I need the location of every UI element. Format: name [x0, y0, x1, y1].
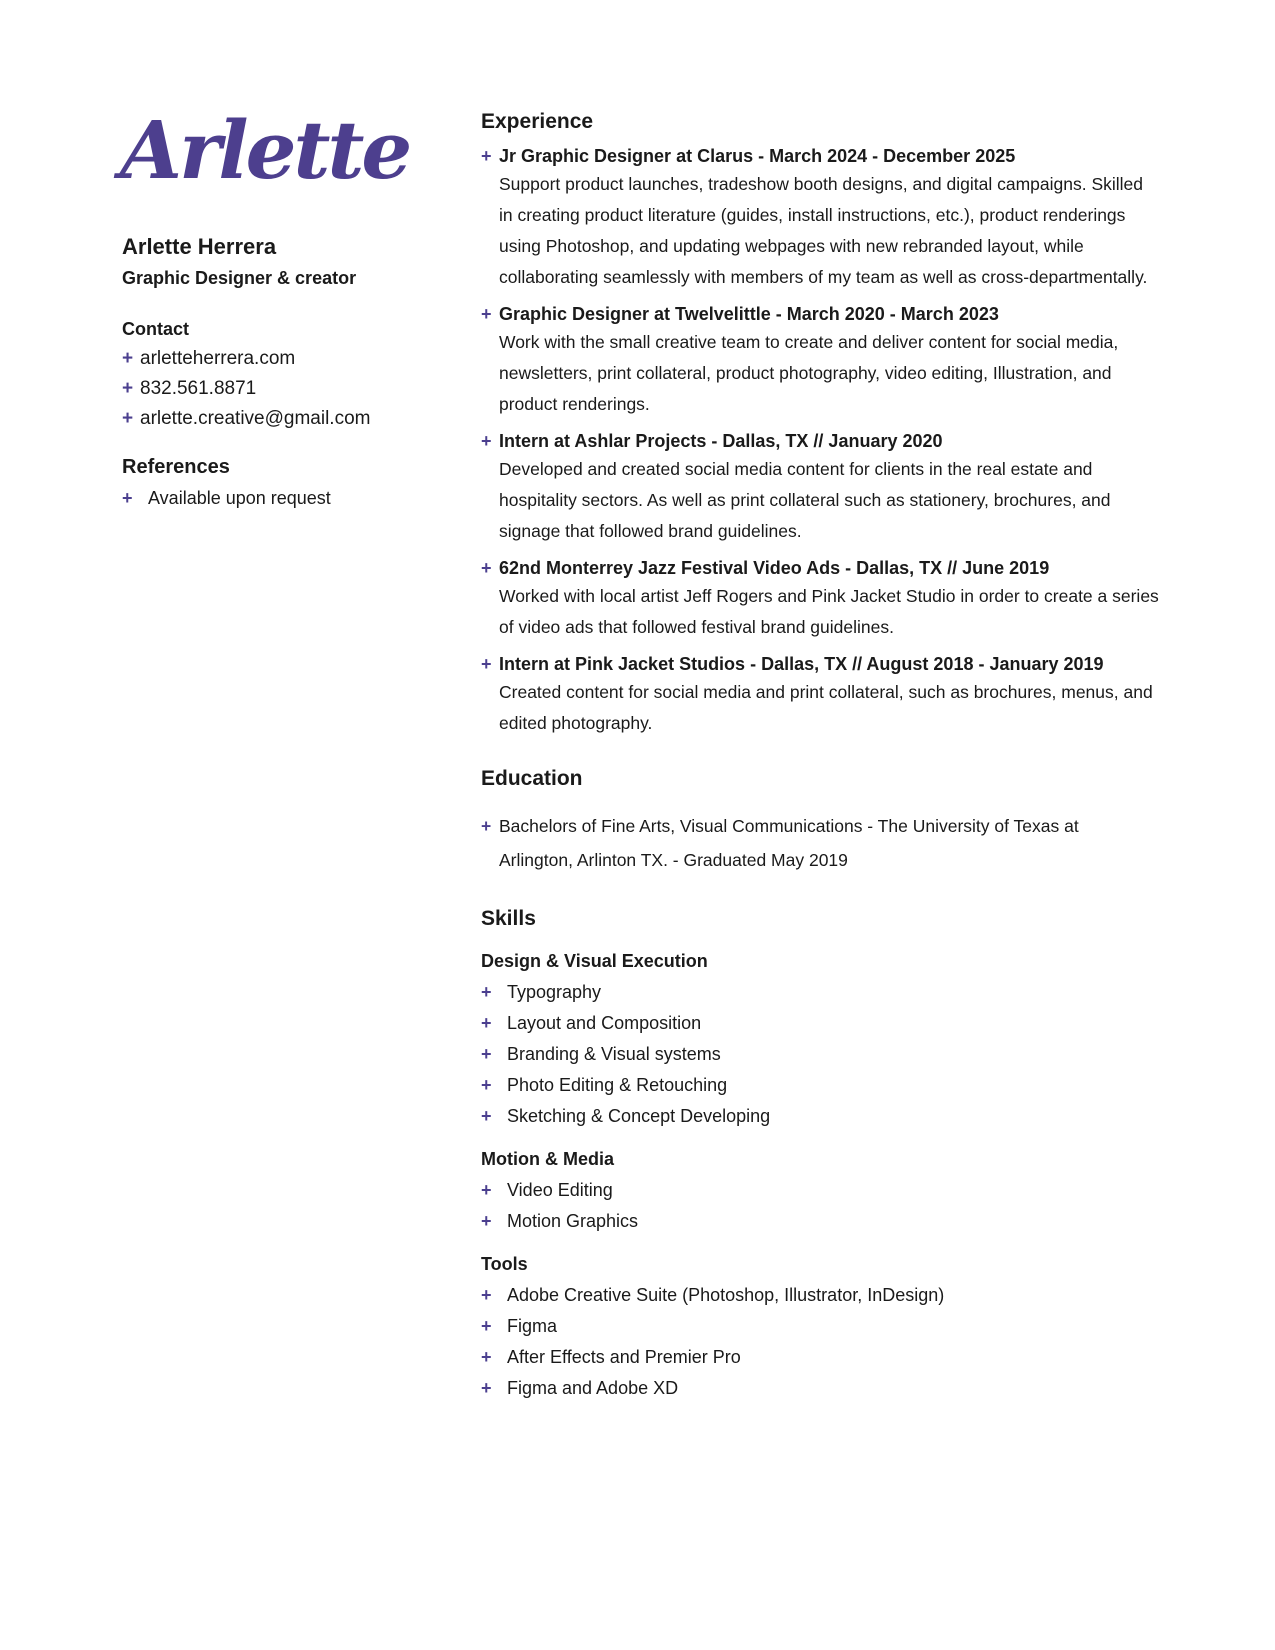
plus-icon: + [122, 488, 133, 508]
job-description: Worked with local artist Jeff Rogers and Pink Jacket Studio in order to create a series of video ads that followed festival brand guidelines. [499, 586, 1159, 637]
skill-item [481, 1378, 1161, 1399]
skill-item [481, 1106, 1161, 1127]
contact-heading: Contact [122, 319, 189, 339]
contact-email-text: arlette.creative@gmail.com [140, 408, 371, 429]
skill-item [481, 982, 1161, 1003]
plus-icon: + [481, 558, 492, 578]
plus-icon: + [481, 304, 492, 324]
profile-name: Arlette Herrera [122, 234, 277, 259]
plus-icon: + [481, 1347, 492, 1367]
contact-phone[interactable] [122, 378, 452, 400]
plus-icon: + [481, 146, 492, 166]
job-title [481, 304, 1161, 325]
job-title-text: 62nd Monterrey Jazz Festival Video Ads - Dallas, TX // June 2019 [499, 558, 1050, 578]
skill-item [481, 1211, 1161, 1232]
skill-text: Figma and Adobe XD [507, 1378, 679, 1398]
skill-text: Adobe Creative Suite (Photoshop, Illustrator, InDesign) [507, 1285, 945, 1305]
education-entry [481, 809, 1161, 877]
plus-icon: + [122, 378, 134, 399]
skill-item [481, 1180, 1161, 1201]
skill-text: Sketching & Concept Developing [507, 1106, 771, 1126]
plus-icon: + [481, 1285, 492, 1305]
plus-icon: + [122, 408, 134, 429]
contact-website[interactable] [122, 348, 452, 370]
job-title [481, 146, 1161, 167]
plus-icon: + [481, 654, 492, 674]
job-entry [481, 431, 1161, 547]
job-title-text: Graphic Designer at Twelvelittle - March 2020 - March 2023 [499, 304, 999, 324]
profile-role: Graphic Designer & creator [122, 268, 357, 288]
skill-item [481, 1044, 1161, 1065]
education-heading: Education [481, 767, 583, 790]
plus-icon: + [481, 1378, 492, 1398]
job-title-text: Intern at Ashlar Projects - Dallas, TX // January 2020 [499, 431, 943, 451]
skill-text: Typography [507, 982, 602, 1002]
skill-text: Layout and Composition [507, 1013, 702, 1033]
skill-item [481, 1075, 1161, 1096]
skill-text: Figma [507, 1316, 558, 1336]
plus-icon: + [481, 1044, 492, 1064]
contact-email[interactable] [122, 408, 452, 430]
job-entry [481, 654, 1161, 739]
skill-group-heading: Tools [481, 1254, 528, 1274]
skill-text: Motion Graphics [507, 1211, 639, 1231]
contact-phone-text: 832.561.8871 [140, 378, 257, 399]
plus-icon: + [481, 1211, 492, 1231]
job-description: Developed and created social media content for clients in the real estate and hospitality sectors. As well as print collateral such as stationery, brochures, and signage that followed brand guidelines. [499, 459, 1111, 541]
references-item [122, 488, 452, 509]
job-entry [481, 558, 1161, 643]
skill-item [481, 1285, 1161, 1306]
skill-item [481, 1316, 1161, 1337]
skill-group-heading: Design & Visual Execution [481, 951, 708, 971]
skill-text: Photo Editing & Retouching [507, 1075, 728, 1095]
job-entry [481, 304, 1161, 420]
plus-icon: + [481, 1075, 492, 1095]
references-heading: References [122, 456, 230, 478]
plus-icon: + [122, 348, 134, 369]
job-title [481, 558, 1161, 579]
job-title-text: Intern at Pink Jacket Studios - Dallas, TX // August 2018 - January 2019 [499, 654, 1104, 674]
job-title-text: Jr Graphic Designer at Clarus - March 2024 - December 2025 [499, 146, 1016, 166]
job-description: Work with the small creative team to create and deliver content for social media, newsletters, print collateral, product photography, video editing, Illustration, and product renderings. [499, 332, 1119, 414]
skill-text: Video Editing [507, 1180, 613, 1200]
plus-icon: + [481, 1180, 492, 1200]
plus-icon: + [481, 816, 492, 836]
contact-website-text: arletteherrera.com [140, 348, 296, 369]
job-title [481, 654, 1161, 675]
skill-item [481, 1013, 1161, 1034]
job-description: Created content for social media and print collateral, such as brochures, menus, and edited photography. [499, 682, 1153, 733]
logo: Arlette [120, 103, 410, 197]
education-line [481, 809, 1161, 843]
education-line2: Arlington, Arlinton TX. - Graduated May 2019 [499, 850, 848, 870]
job-description: Support product launches, tradeshow booth designs, and digital campaigns. Skilled in creating product literature (guides, install instructions, etc.), product renderings using Photoshop, and updating webpages with new rebranded layout, while collaborating seamlessly with members of my team as well as cross-departmentally. [499, 174, 1148, 287]
plus-icon: + [481, 1106, 492, 1126]
skill-text: Branding & Visual systems [507, 1044, 721, 1064]
experience-heading: Experience [481, 110, 594, 133]
skill-text: After Effects and Premier Pro [507, 1347, 741, 1367]
plus-icon: + [481, 982, 492, 1002]
job-title [481, 431, 1161, 452]
references-item-text: Available upon request [148, 488, 331, 508]
sidebar [122, 100, 452, 509]
skill-group-heading: Motion & Media [481, 1149, 614, 1169]
plus-icon: + [481, 1316, 492, 1336]
skills-heading: Skills [481, 907, 536, 930]
plus-icon: + [481, 431, 492, 451]
plus-icon: + [481, 1013, 492, 1033]
education-line1-text: Bachelors of Fine Arts, Visual Communications - The University of Texas at [499, 816, 1079, 836]
job-entry [481, 146, 1161, 293]
skill-item [481, 1347, 1161, 1368]
main-content [481, 110, 1161, 1399]
